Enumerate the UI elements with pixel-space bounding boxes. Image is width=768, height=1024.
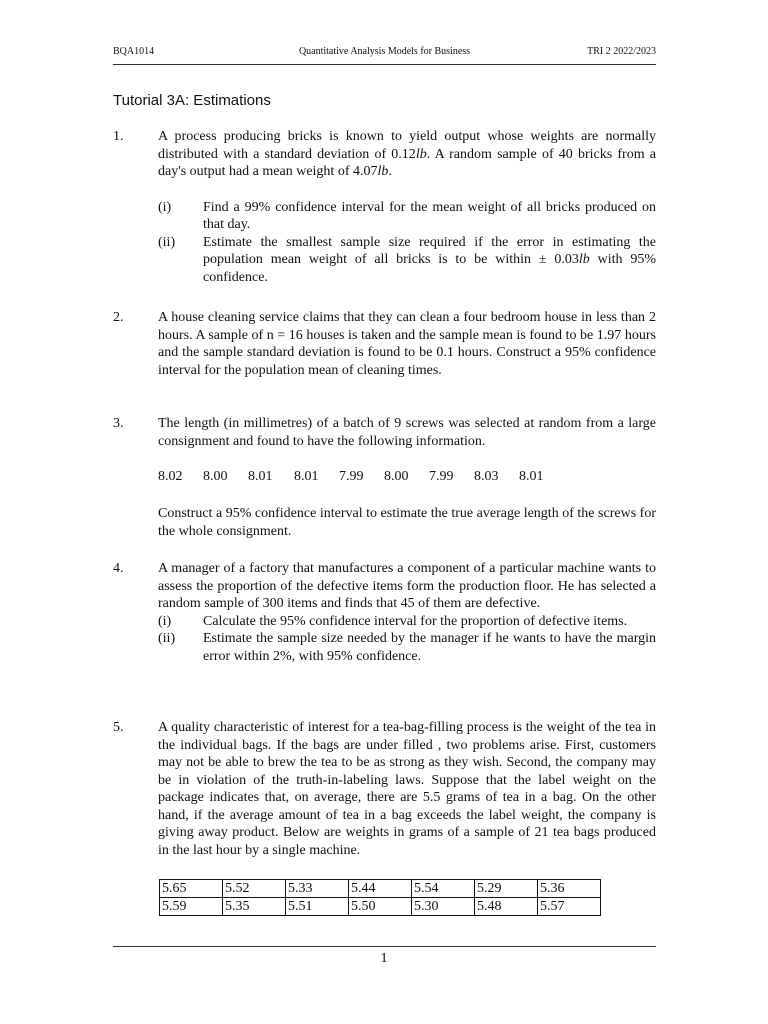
question-text: A manager of a factory that manufactures a component of a particular machine wants to assess the proportion of the defective items form the production floor. He has selected a random sample of 300 items and finds that 45 of them are defective. [158, 561, 656, 611]
course-name: Quantitative Analysis Models for Business [298, 46, 471, 57]
question-text: Construct a 95% confidence interval to estimate the true average length of the screws for the whole consignment. [158, 506, 656, 539]
table-cell: 5.50 [349, 898, 412, 916]
length-value: 7.99 [429, 469, 454, 484]
table-row [160, 898, 601, 916]
sub-question-i [158, 199, 656, 234]
table-cell: 5.51 [286, 898, 349, 916]
length-value: 8.00 [203, 469, 228, 484]
question-text: A quality characteristic of interest for a tea-bag-filling process is the weight of the tea in the individual bags. If the bags are under filled , two problems arise. First, customers may not be able to brew the tea to be as strong as they wish. Second, the company may be in violation of the truth-in-labeling laws. Suppose that the label weight on the package indicates that, on average, there are 5.5 grams of tea in a bag. On the other hand, if the average amount of tea in a bag exceeds the label weight, the company is giving away product. Below are weights in grams of a sample of 21 tea bags produced in the last hour by a single machine. [158, 720, 656, 858]
table-cell: 5.65 [160, 880, 223, 898]
table-cell: 5.57 [538, 898, 601, 916]
table-cell: 5.52 [223, 880, 286, 898]
question-number: 1. [113, 129, 124, 144]
header-rule [113, 64, 656, 65]
sub-question-number: (i) [158, 199, 172, 215]
length-value: 8.02 [158, 469, 183, 484]
question-4 [113, 560, 656, 665]
sub-question-text: Estimate the sample size needed by the manager if he wants to have the margin error within 2%, with 95% confidence. [203, 631, 656, 664]
table-cell: 5.30 [412, 898, 475, 916]
length-value: 8.01 [294, 469, 319, 484]
sub-question-text: Calculate the 95% confidence interval for the proportion of defective items. [203, 613, 628, 629]
table-cell: 5.48 [475, 898, 538, 916]
table-cell: 5.44 [349, 880, 412, 898]
table-cell: 5.29 [475, 880, 538, 898]
question-1 [113, 128, 656, 286]
table-row [160, 880, 601, 898]
table-cell: 5.36 [538, 880, 601, 898]
page-title: Tutorial 3A: Estimations [113, 92, 271, 109]
question-3-continued [113, 505, 656, 540]
term-label: TRI 2 2022/2023 [587, 46, 656, 57]
sub-question-text: Find a 99% confidence interval for the mean weight of all bricks produced on that day. [203, 199, 656, 232]
course-code: BQA1014 [113, 46, 155, 57]
question-text: A house cleaning service claims that they can clean a four bedroom house in less than 2 hours. A sample of n = 16 houses is taken and the sample mean is found to be 1.97 hours and the sample standard deviation is found to be 0.1 hours. Construct a 95% confidence interval for the population mean of cleaning times. [158, 310, 656, 378]
footer-rule [113, 946, 656, 947]
question-text: A process producing bricks is known to yield output whose weights are normally distributed with a standard deviation of 0.12lb. A random sample of 40 bricks from a day's output had a mean weight of 4.07lb. [158, 129, 656, 179]
length-value: 8.01 [248, 469, 273, 484]
sub-question-number: (i) [158, 613, 172, 629]
table-cell: 5.33 [286, 880, 349, 898]
question-number: 5. [113, 720, 124, 735]
tea-bag-weights-table [159, 879, 601, 916]
question-3 [113, 415, 656, 450]
question-2 [113, 309, 656, 379]
length-value: 8.00 [384, 469, 409, 484]
table-cell: 5.59 [160, 898, 223, 916]
sub-question-number: (ii) [158, 234, 176, 250]
question-number: 3. [113, 416, 124, 431]
question-5 [113, 719, 656, 859]
table-cell: 5.54 [412, 880, 475, 898]
sub-question-ii [158, 234, 656, 287]
page-number: 1 [380, 951, 388, 966]
sub-question-ii [158, 630, 656, 665]
question-text: The length (in millimetres) of a batch of 9 screws was selected at random from a large consignment and found to have the following information. [158, 416, 656, 449]
sub-question-i [158, 613, 656, 631]
length-value: 8.03 [474, 469, 499, 484]
sub-question-text: Estimate the smallest sample size required if the error in estimating the population mean weight of all bricks is to be within ± 0.03lb with 95% confidence. [203, 234, 656, 285]
length-value: 7.99 [339, 469, 364, 484]
sub-question-number: (ii) [158, 631, 176, 646]
length-value: 8.01 [519, 469, 544, 484]
question-number: 2. [113, 310, 124, 325]
question-number: 4. [113, 561, 124, 576]
table-cell: 5.35 [223, 898, 286, 916]
page-header [113, 46, 656, 62]
